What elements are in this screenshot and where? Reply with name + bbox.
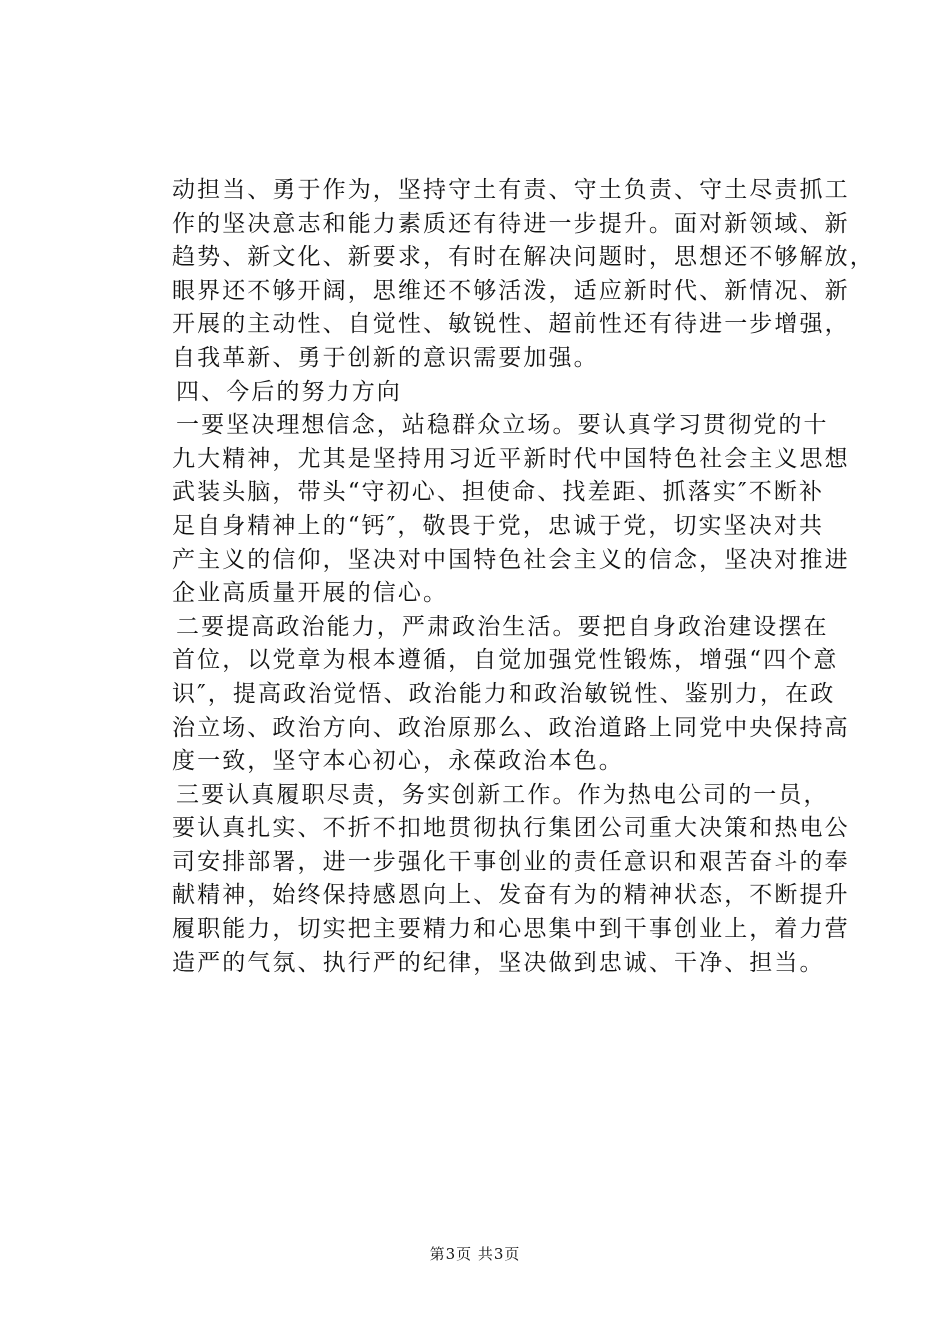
text-line: 司安排部署，进一步强化干事创业的责任意识和艰苦奋斗的奉 bbox=[172, 848, 850, 875]
text-line: 献精神，始终保持感恩向上、发奋有为的精神状态，不断提升 bbox=[172, 882, 850, 909]
text-line: 企业高质量开展的信心。 bbox=[172, 580, 449, 607]
text-line: 九大精神，尤其是坚持用习近平新时代中国特色社会主义思想 bbox=[172, 445, 850, 472]
text-line: 眼界还不够开阔，思维还不够活泼，适应新时代、新情况、新 bbox=[172, 277, 850, 304]
text-line: 趋势、新文化、新要求，有时在解决问题时，思想还不够解放， bbox=[172, 244, 875, 271]
page-number-footer: 第3页 共3页 bbox=[429, 1245, 521, 1263]
text-line: 开展的主动性、自觉性、敏锐性、超前性还有待进一步增强， bbox=[172, 311, 850, 338]
text-line: 自我革新、勇于创新的意识需要加强。 bbox=[172, 344, 599, 371]
text-line: 足自身精神上的“钙″，敬畏于党，忠诚于党，切实坚决对共 bbox=[172, 512, 825, 539]
text-line: 识″，提高政治觉悟、政治能力和政治敏锐性、鉴别力，在政 bbox=[172, 680, 836, 707]
text-line: 武装头脑，带头“守初心、担使命、找差距、抓落实″不断补 bbox=[172, 479, 825, 506]
paragraph-first-line: 一要坚决理想信念，站稳群众立场。要认真学习贯彻党的十 bbox=[176, 412, 829, 439]
document-body bbox=[172, 174, 875, 980]
text-line: 治立场、政治方向、政治原那么、政治道路上同党中央保持高 bbox=[172, 714, 850, 741]
section-heading: 四、今后的努力方向 bbox=[176, 378, 402, 405]
text-line: 要认真扎实、不折不扣地贯彻执行集团公司重大决策和热电公 bbox=[172, 815, 850, 842]
text-line: 度一致，坚守本心初心，永葆政治本色。 bbox=[172, 748, 624, 775]
text-line: 造严的气氛、执行严的纪律，坚决做到忠诚、干净、担当。 bbox=[172, 949, 825, 976]
paragraph-first-line: 二要提高政治能力，严肃政治生活。要把自身政治建设摆在 bbox=[176, 613, 829, 640]
text-line: 产主义的信仰，坚决对中国特色社会主义的信念，坚决对推进 bbox=[172, 546, 850, 573]
text-line: 履职能力，切实把主要精力和心思集中到干事创业上，着力营 bbox=[172, 916, 850, 943]
text-line: 作的坚决意志和能力素质还有待进一步提升。面对新领域、新 bbox=[172, 210, 850, 237]
text-line: 首位，以党章为根本遵循，自觉加强党性锻炼，增强“四个意 bbox=[172, 647, 839, 674]
paragraph-first-line: 三要认真履职尽责，务实创新工作。作为热电公司的一员， bbox=[176, 781, 829, 808]
text-line: 动担当、勇于作为，坚持守土有责、守土负责、守土尽责抓工 bbox=[172, 177, 850, 203]
